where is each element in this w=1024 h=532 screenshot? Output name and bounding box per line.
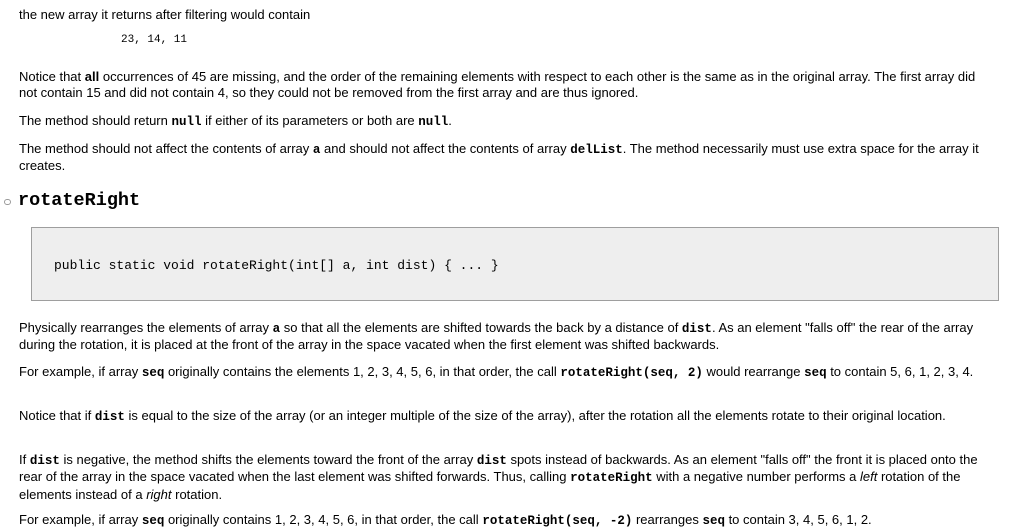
method-signature: public static void rotateRight(int[] a, int dist) { ... } — [54, 258, 499, 273]
code-dist: dist — [681, 322, 712, 336]
code-rotateright: rotateRight — [570, 471, 653, 486]
section-heading: rotateRight — [18, 190, 141, 211]
code-a: a — [272, 322, 281, 336]
filter-output: 23, 14, 11 — [121, 34, 188, 46]
notice-dist-paragraph: Notice that if dist is equal to the size of the array (or an integer multiple of the size of the array), after the rotation all the elements rotate to their original location. — [19, 408, 946, 424]
example-positive-paragraph: For example, if array seq originally contains the elements 1, 2, 3, 4, 5, 6, in that order, the call rotateRight(seq, 2) would rearrange seq to contain 5, 6, 1, 2, 3, 4. — [19, 364, 974, 380]
code-seq: seq — [702, 514, 725, 528]
method-signature-box — [31, 227, 999, 301]
emphasis-left: left — [860, 469, 878, 485]
emphasis-all: all — [84, 69, 100, 84]
code-seq: seq — [141, 514, 165, 528]
code-null: null — [418, 115, 449, 129]
code-dellist: delList — [570, 143, 623, 157]
code-call: rotateRight(seq, -2) — [482, 514, 633, 528]
intro-text: the new array it returns after filtering would contain — [19, 7, 311, 22]
physically-rearranges-paragraph: Physically rearranges the elements of array a so that all the elements are shifted towards the back by a distance of dist. As an element "falls off" the rear of the array during the rotation, it is placed at the front of the array in the space vacated when the first element was shifted backwards. — [19, 320, 974, 353]
code-null: null — [171, 115, 202, 129]
code-call: rotateRight(seq, 2) — [560, 366, 703, 380]
code-dist: dist — [94, 410, 125, 424]
anchor-icon[interactable] — [4, 199, 11, 205]
code-seq: seq — [141, 366, 165, 380]
section-heading-row — [4, 189, 140, 213]
code-dist: dist — [29, 454, 60, 468]
emphasis-right: right — [146, 486, 172, 502]
return-null-paragraph: The method should return null if either of its parameters or both are null. — [19, 113, 452, 129]
example-negative-paragraph: For example, if array seq originally contains 1, 2, 3, 4, 5, 6, in that order, the call rotateRight(seq, -2) rearranges seq to contain 3, 4, 5, 6, 1, 2. — [19, 512, 872, 528]
code-a: a — [312, 143, 321, 157]
code-seq: seq — [804, 366, 827, 380]
negative-dist-paragraph: If dist is negative, the method shifts the elements toward the front of the array dist spots instead of backwards. As an element "falls off" the front it is placed onto the rear of the array in the space vacated when the last element was shifted forwards. Thus, calling rotateRight with a negative number performs a left rotation of the elements instead of a right rotation. — [19, 452, 978, 502]
code-dist: dist — [476, 454, 507, 468]
notice-all-occurrences: Notice that all occurrences of 45 are missing, and the order of the remaining elements with respect to each other is the same as in the original array. The first array did not contain 15 and did not contain 4, so they could not be removed from the first array and are thus ignored. — [19, 69, 976, 101]
no-affect-paragraph: The method should not affect the contents of array a and should not affect the contents of array delList. The method necessarily must use extra space for the array it creates. — [19, 141, 979, 174]
